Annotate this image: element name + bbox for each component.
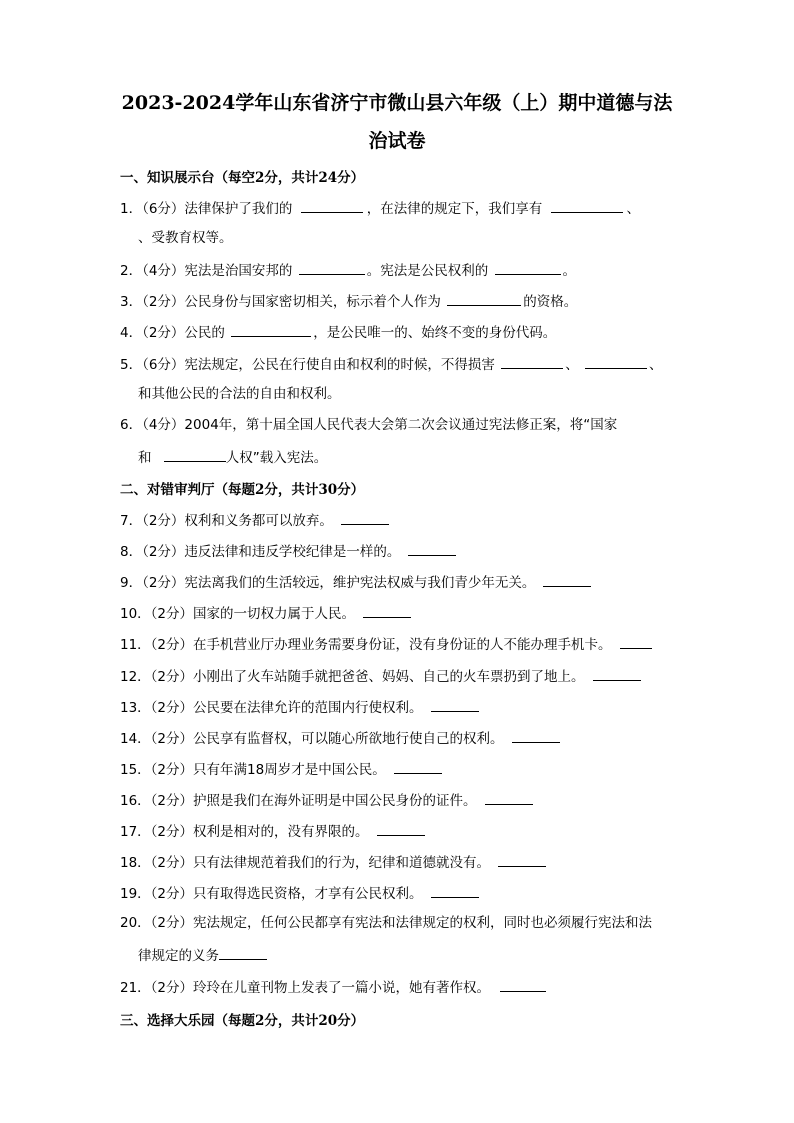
- answer-blank[interactable]: [377, 821, 425, 836]
- question-5: [120, 354, 663, 374]
- question-text: 21．（2分）玲玲在儿童刊物上发表了一篇小说，她有著作权。: [120, 980, 491, 996]
- question-20-continued: [138, 945, 267, 965]
- answer-blank[interactable]: [164, 447, 226, 462]
- answer-blank[interactable]: [447, 291, 521, 306]
- question-8: [120, 541, 456, 561]
- answer-blank[interactable]: [408, 541, 456, 556]
- exam-title-line-1: 2023-2024学年山东省济宁市微山县六年级（上）期中道德与法: [121, 92, 673, 114]
- section-heading-3: 三、选择大乐园（每题2分，共计20分）: [120, 1013, 365, 1029]
- question-text: 17．（2分）权利是相对的，没有界限的。: [120, 824, 369, 840]
- answer-blank[interactable]: [500, 977, 546, 992]
- question-text: 。: [562, 263, 577, 279]
- question-text: 5．（6分）宪法规定，公民在行使自由和权利的时候，不得损害: [120, 357, 495, 373]
- answer-blank[interactable]: [299, 260, 365, 275]
- question-text: 人权”载入宪法。: [225, 450, 328, 466]
- section-heading-2: 二、对错审判厅（每题2分，共计30分）: [120, 482, 365, 498]
- question-20: 20．（2分）宪法规定，任何公民都享有宪法和法律规定的权利，同时也必须履行宪法和法: [120, 915, 653, 931]
- answer-blank[interactable]: [431, 883, 479, 898]
- question-text: 12．（2分）小刚出了火车站随手就把爸爸、妈妈、自己的火车票扔到了地上。: [120, 669, 585, 685]
- answer-blank[interactable]: [485, 790, 533, 805]
- question-text: 16．（2分）护照是我们在海外证明是中国公民身份的证件。: [120, 793, 477, 809]
- answer-blank[interactable]: [512, 728, 560, 743]
- question-text: 9．（2分）宪法离我们的生活较远，维护宪法权威与我们青少年无关。: [120, 575, 536, 591]
- question-text: 13．（2分）公民要在法律允许的范围内行使权利。: [120, 700, 423, 716]
- question-2: [120, 260, 576, 280]
- exam-title-line-2: 治试卷: [368, 130, 426, 152]
- question-4: [120, 322, 556, 342]
- question-text: 8．（2分）违反法律和违反学校纪律是一样的。: [120, 544, 401, 560]
- answer-blank[interactable]: [495, 260, 561, 275]
- answer-blank[interactable]: [219, 945, 267, 960]
- question-text: 。宪法是公民权利的: [366, 263, 489, 279]
- answer-blank[interactable]: [593, 666, 641, 681]
- question-text: 1．（6分）法律保护了我们的: [120, 201, 293, 217]
- question-18: [120, 852, 546, 872]
- question-5-continued: 和其他公民的合法的自由和权利。: [138, 386, 341, 402]
- question-text: 、: [649, 357, 663, 373]
- question-14: [120, 728, 560, 748]
- question-1: [120, 198, 640, 218]
- question-7: [120, 510, 389, 530]
- question-text: 7．（2分）权利和义务都可以放弃。: [120, 513, 333, 529]
- question-text: 的资格。: [523, 294, 578, 310]
- question-text: 19．（2分）只有取得选民资格，才享有公民权利。: [120, 886, 423, 902]
- answer-blank[interactable]: [301, 198, 363, 213]
- answer-blank[interactable]: [498, 852, 546, 867]
- answer-blank[interactable]: [501, 354, 563, 369]
- question-text: 14．（2分）公民享有监督权，可以随心所欲地行使自己的权利。: [120, 731, 504, 747]
- question-3: [120, 291, 577, 311]
- question-13: [120, 697, 479, 717]
- question-text: 3．（2分）公民身份与国家密切相关，标示着个人作为: [120, 294, 441, 310]
- question-text: 18．（2分）只有法律规范着我们的行为，纪律和道德就没有。: [120, 855, 491, 871]
- question-text: 15．（2分）只有年满18周岁才是中国公民。: [120, 762, 386, 778]
- answer-blank[interactable]: [543, 572, 591, 587]
- answer-blank[interactable]: [585, 354, 647, 369]
- question-text: 10．（2分）国家的一切权力属于人民。: [120, 606, 356, 622]
- section-heading-1: 一、知识展示台（每空2分，共计24分）: [120, 170, 365, 186]
- question-6: 6．（4分）2004年，第十届全国人民代表大会第二次会议通过宪法修正案，将“国家: [120, 417, 618, 433]
- question-text: 、: [565, 357, 579, 373]
- answer-blank[interactable]: [551, 198, 623, 213]
- answer-blank[interactable]: [231, 322, 311, 337]
- question-16: [120, 790, 533, 810]
- question-21: [120, 977, 546, 997]
- answer-blank[interactable]: [394, 759, 442, 774]
- question-text: 和: [138, 450, 152, 466]
- question-6-continued: [138, 447, 327, 467]
- question-text: ，是公民唯一的、始终不变的身份代码。: [313, 325, 557, 341]
- question-text: 4．（2分）公民的: [120, 325, 225, 341]
- answer-blank[interactable]: [341, 510, 389, 525]
- question-text: 律规定的义务: [138, 948, 219, 964]
- question-17: [120, 821, 425, 841]
- question-12: [120, 666, 641, 686]
- question-9: [120, 572, 591, 592]
- answer-blank[interactable]: [620, 634, 652, 649]
- question-11: [120, 634, 652, 654]
- question-10: [120, 603, 411, 623]
- answer-blank[interactable]: [363, 603, 411, 618]
- question-15: [120, 759, 442, 779]
- question-text: 2．（4分）宪法是治国安邦的: [120, 263, 293, 279]
- answer-blank[interactable]: [431, 697, 479, 712]
- question-1-continued: 、受教育权等。: [138, 230, 233, 246]
- question-19: [120, 883, 479, 903]
- question-text: ，在法律的规定下，我们享有: [366, 201, 543, 217]
- question-text: 11．（2分）在手机营业厅办理业务需要身份证，没有身份证的人不能办理手机卡。: [120, 637, 612, 653]
- question-text: 、: [626, 201, 641, 217]
